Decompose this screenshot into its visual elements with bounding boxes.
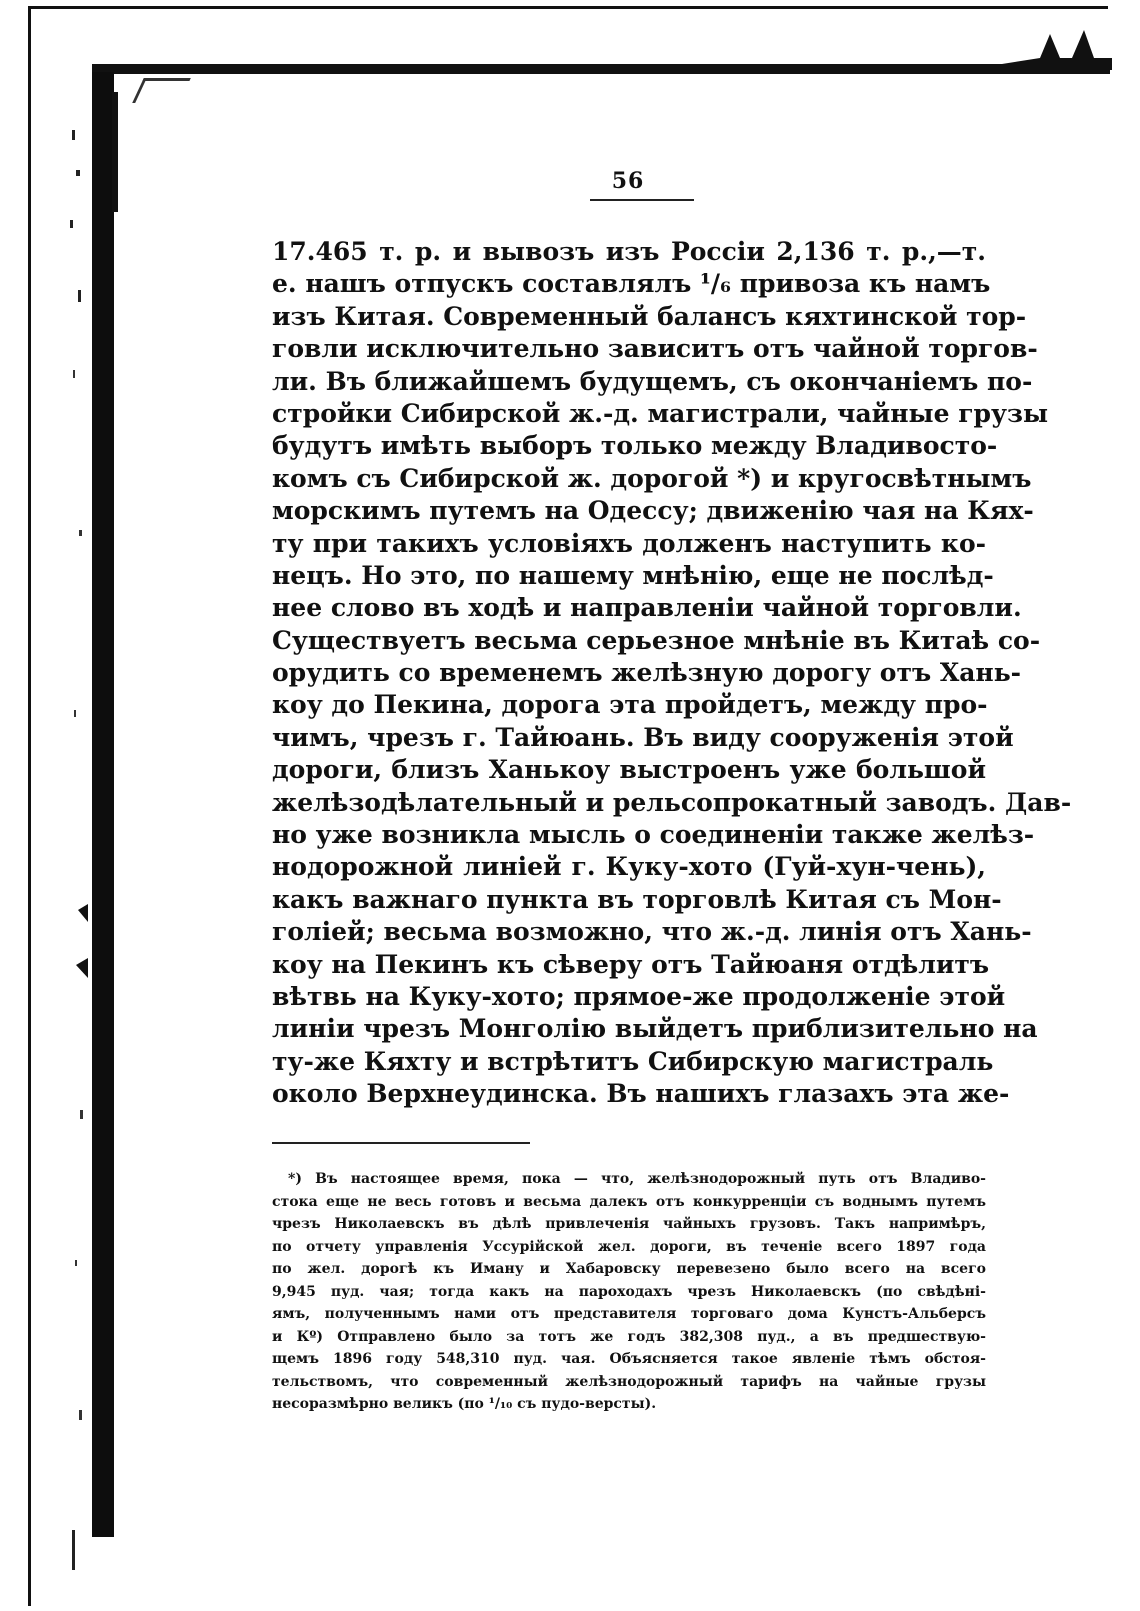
body-line: коу на Пекинъ къ сѣверу отъ Тайюаня отдѣлитъ (272, 949, 990, 979)
footnote-line: *) Въ настоящее время, пока — что, желѣзнодорожный путь отъ Владиво- (288, 1171, 986, 1187)
body-line: стройки Сибирской ж.-д. магистрали, чайные грузы (272, 398, 1049, 428)
scan-binding-top (92, 64, 1110, 74)
body-line: е. нашъ отпускъ составлялъ ¹/₆ привоза къ намъ (272, 269, 991, 299)
body-line: ли. Въ ближайшемъ будущемъ, съ окончаніемъ по- (272, 366, 1033, 396)
footnote-line: стока еще не весь готовъ и весьма далекъ отъ конкурренціи съ воднымъ путемъ (272, 1193, 986, 1210)
body-line: говли исключительно зависитъ отъ чайной торгов- (272, 334, 1038, 364)
body-line: будутъ имѣть выборъ только между Владивосто- (272, 431, 998, 461)
footnote-line: чрезъ Николаевскъ въ дѣлѣ привлеченія чайныхъ грузовъ. Такъ напримѣръ, (272, 1216, 986, 1232)
scan-binding-shadow (92, 72, 114, 1537)
scan-corner-mark (1002, 28, 1112, 70)
footnote-line: 9,945 пуд. чая; тогда какъ на пароходахъ чрезъ Николаевскъ (по свѣдѣні- (272, 1283, 986, 1300)
body-line: дороги, близъ Ханькоу выстроенъ уже большой (272, 755, 986, 785)
body-line: вѣтвь на Куку-хото; прямое-же продолженіе этой (272, 981, 1006, 1011)
scan-edge-top (28, 6, 1108, 9)
body-line: ту-же Кяхту и встрѣтитъ Сибирскую магистраль (272, 1046, 994, 1076)
scan-edge-left (28, 6, 31, 1606)
body-line: линіи чрезъ Монголію выйдетъ приблизительно на (272, 1014, 1038, 1044)
body-line: 17.465 т. р. и вывозъ изъ Россіи 2,136 т. р.,—т. (272, 237, 986, 266)
scan-mark (132, 78, 191, 103)
body-line: желѣзодѣлательный и рельсопрокатный заводъ. Дав- (272, 787, 1072, 817)
footnote-line: щемъ 1896 году 548,310 пуд. чая. Объясняется такое явленіе тѣмъ обстоя- (272, 1351, 986, 1367)
footnote-line: по отчету управленія Уссурійской жел. дороги, въ теченіе всего 1897 года (272, 1238, 986, 1255)
body-line: нецъ. Но это, по нашему мнѣнію, еще не послѣд- (272, 560, 994, 590)
body-line: орудить со временемъ желѣзную дорогу отъ Хань- (272, 658, 1022, 688)
body-line: но уже возникла мысль о соединеніи также желѣз- (272, 820, 1035, 850)
footnote-line: по жел. дорогѣ къ Иману и Хабаровску перевезено было всего на всего (272, 1261, 986, 1277)
footnote-separator (272, 1142, 530, 1144)
body-line: коу до Пекина, дорога эта пройдетъ, между про- (272, 690, 988, 720)
body-line: голіей; весьма возможно, что ж.-д. линія отъ Хань- (272, 917, 1032, 947)
body-line: ту при такихъ условіяхъ долженъ наступить ко- (272, 528, 986, 558)
footnote-line: и Кº) Отправлено было за тотъ же годъ 382,308 пуд., а въ предшествую- (272, 1328, 986, 1345)
body-line: Существуетъ весьма серьезное мнѣніе въ Китаѣ со- (272, 625, 1041, 655)
body-line: чимъ, чрезъ г. Тайюань. Въ виду сооруженія этой (272, 722, 1014, 752)
body-line: нодорожной линіей г. Куку-хото (Гуй-хун-чень), (272, 852, 986, 882)
scan-specks (64, 110, 88, 1590)
body-line: нее слово въ ходѣ и направленіи чайной торговли. (272, 593, 1022, 623)
body-line: комъ съ Сибирской ж. дорогой *) и кругосвѣтнымъ (272, 463, 1032, 493)
footnote-line: ямъ, полученнымъ нами отъ представителя торговаго дома Кунстъ-Альберсъ (272, 1306, 986, 1322)
footnote (272, 1168, 986, 1416)
body-line: какъ важнаго пункта въ торговлѣ Китая съ Мон- (272, 884, 1002, 914)
scan-binding-shadow-inner (112, 92, 118, 212)
footnote-line: тельствомъ, что современный желѣзнодорожный тарифъ на чайные грузы (272, 1373, 986, 1390)
body-line: около Верхнеудинска. Въ нашихъ глазахъ эта же- (272, 1079, 1010, 1109)
body-text (272, 236, 1072, 1111)
body-line: морскимъ путемъ на Одессу; движенію чая на Кях- (272, 496, 1034, 526)
page-number-underline (590, 199, 694, 201)
footnote-line: несоразмѣрно великъ (по ¹/₁₀ съ пудо-версты). (272, 1396, 657, 1412)
page-number: 56 (611, 168, 645, 194)
body-line: изъ Китая. Современный балансъ кяхтинской тор- (272, 301, 1027, 331)
